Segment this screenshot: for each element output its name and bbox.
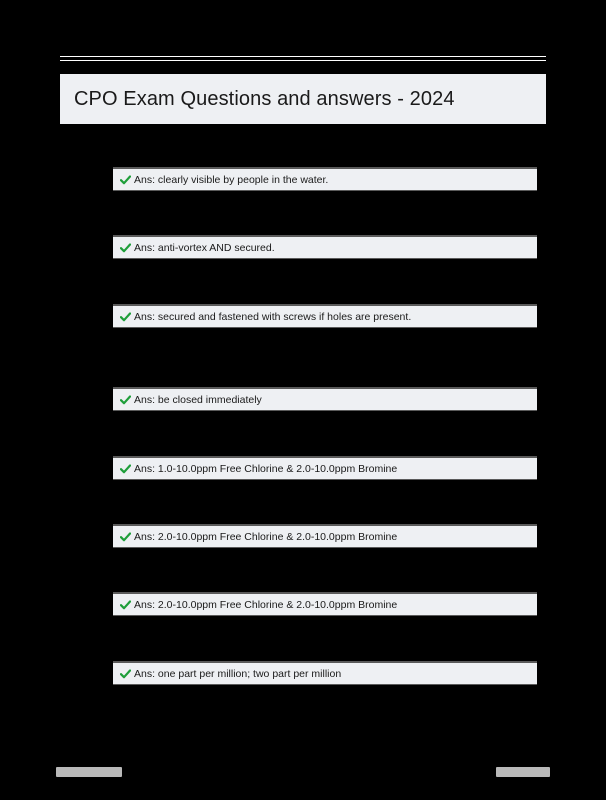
answer-row-3: [113, 304, 537, 328]
answer-row-2: [113, 235, 537, 259]
answer-row-8: [113, 661, 537, 685]
answer-row-4: [113, 387, 537, 411]
answer-text: Ans: secured and fastened with screws if holes are present.: [134, 310, 412, 323]
answer-text: Ans: 2.0-10.0ppm Free Chlorine & 2.0-10.0ppm Bromine: [134, 530, 398, 543]
answer-row-6: [113, 524, 537, 548]
check-icon: [119, 311, 131, 323]
check-icon: [119, 668, 131, 680]
answer-text: Ans: one part per million; two part per million: [134, 667, 342, 680]
answer-row-5: [113, 456, 537, 480]
answer-row-1: [113, 167, 537, 191]
answer-text: Ans: be closed immediately: [134, 393, 262, 406]
check-icon: [119, 531, 131, 543]
answer-text: Ans: clearly visible by people in the water.: [134, 173, 329, 186]
answer-text: Ans: 1.0-10.0ppm Free Chlorine & 2.0-10.0ppm Bromine: [134, 462, 398, 475]
footer-left-blurred-text: [56, 767, 122, 777]
answer-row-7: [113, 592, 537, 616]
check-icon: [119, 174, 131, 186]
footer-right-blurred-page-number: [496, 767, 550, 777]
check-icon: [119, 242, 131, 254]
document-title: CPO Exam Questions and answers - 2024: [74, 87, 455, 110]
answer-text: Ans: anti-vortex AND secured.: [134, 241, 275, 254]
check-icon: [119, 394, 131, 406]
check-icon: [119, 463, 131, 475]
answer-text: Ans: 2.0-10.0ppm Free Chlorine & 2.0-10.0ppm Bromine: [134, 598, 398, 611]
check-icon: [119, 599, 131, 611]
